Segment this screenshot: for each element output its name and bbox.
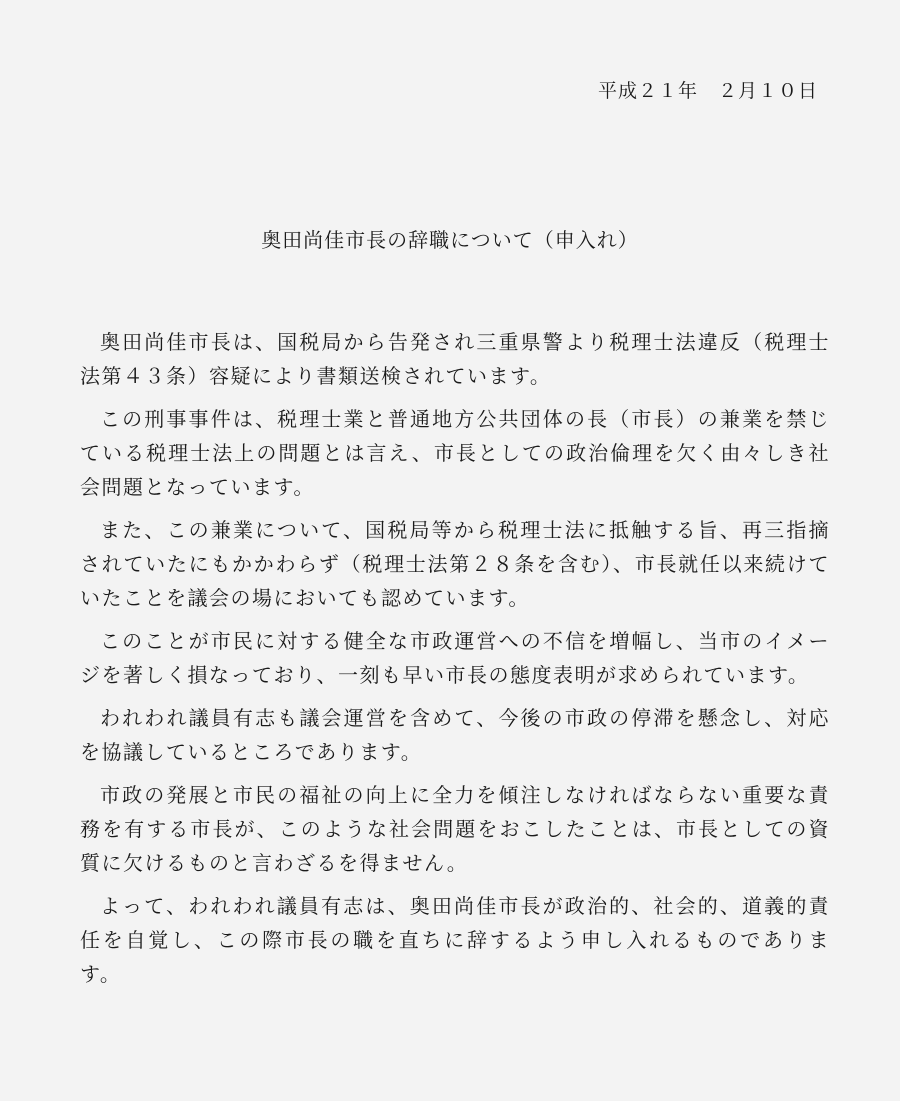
body-paragraph: 奥田尚佳市長は、国税局から告発され三重県警より税理士法違反（税理士法第４３条）容疑により書類送検されています。 bbox=[80, 330, 830, 388]
body-paragraph: よって、われわれ議員有志は、奥田尚佳市長が政治的、社会的、道義的責任を自覚し、この際市長の職を直ちに辞するよう申し入れるものであります。 bbox=[80, 894, 830, 986]
body-paragraph: また、この兼業について、国税局等から税理士法に抵触する旨、再三指摘されていたにもかかわらず（税理士法第２８条を含む）、市長就任以来続けていたことを議会の場においても認めています。 bbox=[80, 518, 830, 610]
body-paragraph: この刑事事件は、税理士業と普通地方公共団体の長（市長）の兼業を禁じている税理士法上の問題とは言え、市長としての政治倫理を欠く由々しき社会問題となっています。 bbox=[80, 407, 830, 499]
document-body bbox=[80, 325, 830, 991]
body-paragraph: 市政の発展と市民の福祉の向上に全力を傾注しなければならない重要な責務を有する市長が、このような社会問題をおこしたことは、市長としての資質に欠けるものと言わざるを得ません。 bbox=[80, 783, 830, 875]
document-date: 平成２１年 ２月１０日 bbox=[597, 80, 818, 102]
body-paragraph: このことが市民に対する健全な市政運営への不信を増幅し、当市のイメージを著しく損なっており、一刻も早い市長の態度表明が求められています。 bbox=[80, 629, 830, 687]
body-paragraph: われわれ議員有志も議会運営を含めて、今後の市政の停滞を懸念し、対応を協議しているところであります。 bbox=[80, 706, 830, 764]
document-title: 奥田尚佳市長の辞職について（申入れ） bbox=[261, 228, 639, 252]
